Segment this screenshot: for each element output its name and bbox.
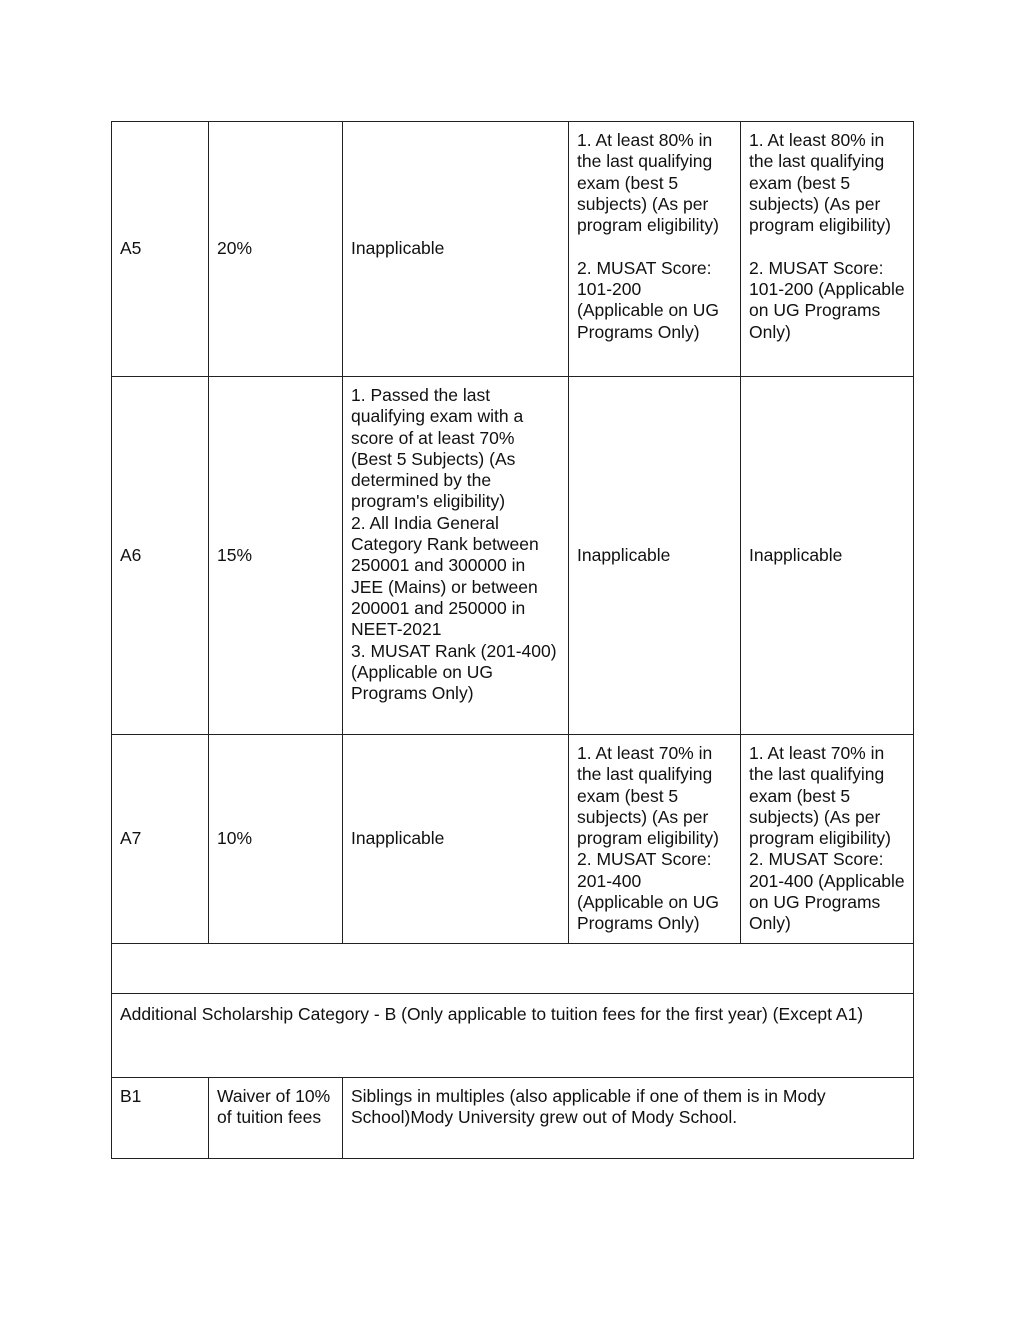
table-row [112,1078,914,1159]
table-row [112,122,914,377]
empty-row [112,944,914,994]
category-code-cell: A7 [112,735,209,944]
criteria-cell: Inapplicable [569,377,741,735]
table-row [112,735,914,944]
scholarship-table [111,121,914,1159]
category-b-heading: Additional Scholarship Category - B (Only applicable to tuition fees for the first year) (Except A1) [112,994,914,1078]
category-code-cell: A5 [112,122,209,377]
scholarship-percent-cell: 10% [209,735,343,944]
criteria-cell: 1. At least 70% in the last qualifying exam (best 5 subjects) (As per program eligibility) 2. MUSAT Score: 201-400 (Applicable on UG Programs Only) [741,735,914,944]
benefit-cell: Waiver of 10% of tuition fees [209,1078,343,1159]
criteria-cell: Inapplicable [741,377,914,735]
category-code-cell: B1 [112,1078,209,1159]
criteria-cell: Inapplicable [343,122,569,377]
criteria-cell: 1. At least 70% in the last qualifying exam (best 5 subjects) (As per program eligibility) 2. MUSAT Score: 201-400 (Applicable on UG Programs Only) [569,735,741,944]
criteria-cell: Inapplicable [343,735,569,944]
criteria-cell: 1. At least 80% in the last qualifying exam (best 5 subjects) (As per program eligibility) 2. MUSAT Score: 101-200 (Applicable on UG Programs Only) [569,122,741,377]
table-row [112,377,914,735]
scholarship-percent-cell: 20% [209,122,343,377]
category-code-cell: A6 [112,377,209,735]
scholarship-percent-cell: 15% [209,377,343,735]
criteria-cell: 1. Passed the last qualifying exam with a score of at least 70% (Best 5 Subjects) (As determined by the program's eligibility) 2. All India General Category Rank between 250001 and 300000 in JEE (Mains) or between 200001 and 250000 in NEET-2021 3. MUSAT Rank (201-400) (Applicable on UG Programs Only) [343,377,569,735]
criteria-cell: 1. At least 80% in the last qualifying exam (best 5 subjects) (As per program eligibility) 2. MUSAT Score: 101-200 (Applicable on UG Programs Only) [741,122,914,377]
category-b-heading-row [112,994,914,1078]
criteria-cell: Siblings in multiples (also applicable if one of them is in Mody School)Mody University grew out of Mody School. [343,1078,914,1159]
empty-cell [112,944,914,994]
